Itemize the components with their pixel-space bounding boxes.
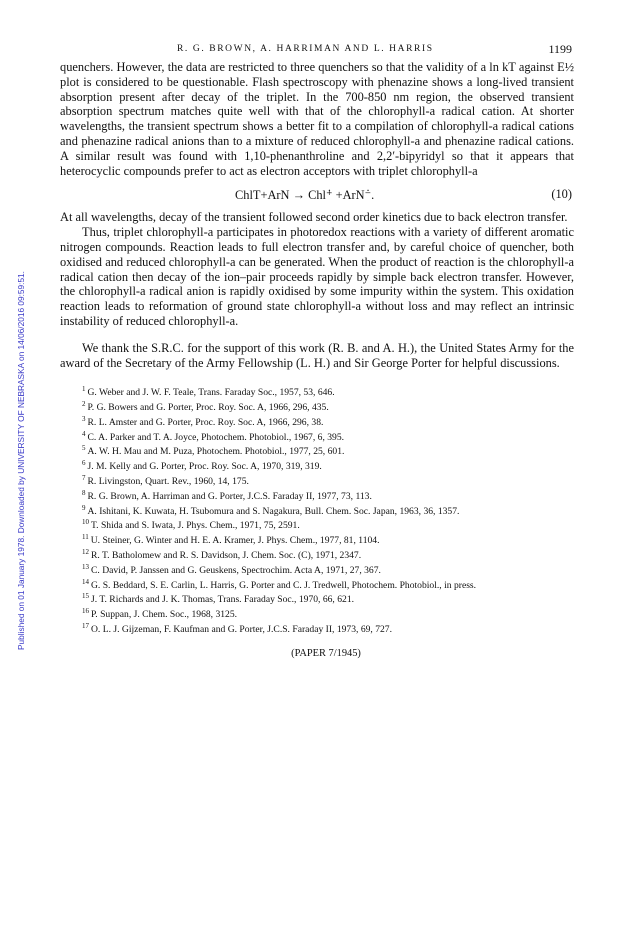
reference-number: 11	[82, 533, 89, 542]
reference-number: 12	[82, 547, 89, 556]
reference-text: P. G. Bowers and G. Porter, Proc. Roy. Soc. A, 1966, 296, 435.	[87, 402, 329, 414]
reference-text: G. Weber and J. W. F. Teale, Trans. Faraday Soc., 1957, 53, 646.	[87, 387, 335, 399]
reference-number: 13	[82, 562, 89, 571]
reference-number: 10	[82, 518, 89, 527]
reference-item	[82, 429, 574, 444]
reference-number: 5	[82, 444, 86, 453]
reference-item	[82, 577, 574, 592]
reference-item	[82, 458, 574, 473]
page-number: 1199	[548, 42, 572, 56]
reference-item	[82, 443, 574, 458]
equation-expression: ChlT+ArN → Chl⁺̇ +ArN⁻̇.	[235, 188, 375, 203]
equation-number: (10)	[551, 187, 572, 202]
running-head-authors: R. G. BROWN, A. HARRIMAN AND L. HARRIS	[177, 44, 434, 54]
download-watermark	[4, 130, 26, 650]
equation-10	[60, 183, 574, 207]
reference-item	[82, 473, 574, 488]
reference-number: 16	[82, 607, 89, 616]
reference-text: R. G. Brown, A. Harriman and G. Porter, J.C.S. Faraday II, 1977, 73, 113.	[87, 491, 372, 502]
reference-text: A. W. H. Mau and M. Puza, Photochem. Photobiol., 1977, 25, 601.	[87, 446, 345, 458]
reference-number: 17	[82, 621, 89, 630]
reference-number: 4	[82, 429, 86, 438]
paragraph-decay: At all wavelengths, decay of the transient followed second order kinetics due to back electron transfer.	[60, 210, 568, 225]
paper-number: (PAPER 7/1945)	[291, 647, 361, 659]
reference-item	[82, 621, 574, 636]
reference-text: C. David, P. Janssen and G. Geuskens, Spectrochim. Acta A, 1971, 27, 367.	[91, 564, 381, 576]
paragraph-conclusion: Thus, triplet chlorophyll-a participates in photoredox reactions with a variety of different aromatic nitrogen compounds. Reaction leads to full electron transfer and, by careful choice of quencher, both oxidised and reduced chlorophyll-a can be generated. When the product of reaction is the chlorophyll-a radical cation then decay of the ion–pair proceeds rapidly by simple back electron transfer. However, the chlorophyll-a radical anion is rapidly oxidised by some impurity within the system. This oxidation reaction leads to reformation of ground state chlorophyll-a without loss and may reflect an intrinsic instability of reduced chlorophyll-a.	[60, 225, 574, 328]
reference-item	[82, 399, 574, 414]
reference-text: J. T. Richards and J. K. Thomas, Trans. Faraday Soc., 1970, 66, 621.	[91, 594, 355, 606]
reference-item	[82, 384, 574, 399]
reference-number: 9	[82, 503, 86, 512]
reference-item	[82, 517, 574, 532]
reference-number: 3	[82, 414, 86, 423]
reference-text: C. A. Parker and T. A. Joyce, Photochem. Photobiol., 1967, 6, 395.	[87, 431, 345, 443]
reference-text: G. S. Beddard, S. E. Carlin, L. Harris, G. Porter and C. J. Tredwell, Photochem. Photobiol., in press.	[91, 579, 477, 591]
reference-text: P. Suppan, J. Chem. Soc., 1968, 3125.	[91, 609, 238, 621]
reference-text: R. L. Amster and G. Porter, Proc. Roy. Soc. A, 1966, 296, 38.	[87, 417, 324, 429]
reference-number: 15	[82, 592, 89, 601]
reference-text: J. M. Kelly and G. Porter, Proc. Roy. Soc. A, 1970, 319, 319.	[87, 461, 322, 473]
reference-item	[82, 503, 574, 518]
reference-item	[82, 532, 574, 547]
running-head	[60, 42, 574, 60]
reference-item	[82, 606, 574, 621]
paragraph-quenchers: quenchers. However, the data are restricted to three quenchers so that the validity of a ln kT against E½ plot is considered to be questionable. Flash spectroscopy with phenazine shows a long-lived transient absorption present after decay of the triplet. In the 700-850 nm region, the observed transient absorption spectrum matches quite well with that of the chlorophyll-a radical cation. At shorter wavelengths, the transient spectrum shows a better fit to a compilation of chlorophyll-a radical cations and phenazine radical anions than to a mixture of reduced chlorophyll-a and phenazine radical cations. A similar result was found with 1,10-phenanthroline and 2,2′-bipyridyl so that it appears that heterocyclic compounds prefer to act as electron acceptors with triplet chlorophyll-a	[60, 60, 574, 178]
acknowledgement: We thank the S.R.C. for the support of this work (R. B. and A. H.), the United States Army for the award of the Secretary of the Army Fellowship (L. H.) and Sir George Porter for helpful discussions.	[60, 340, 574, 370]
reference-text: U. Steiner, G. Winter and H. E. A. Kramer, J. Phys. Chem., 1977, 81, 1104.	[90, 535, 380, 547]
reference-number: 2	[82, 400, 86, 409]
reference-item	[82, 547, 574, 562]
download-watermark-text: Published on 01 January 1978. Downloaded by UNIVERSITY OF NEBRASKA on 14/06/2016 09:59:51.	[16, 271, 26, 650]
reference-text: R. T. Batholomew and R. S. Davidson, J. Chem. Soc. (C), 1971, 2347.	[91, 550, 362, 562]
reference-number: 6	[82, 459, 86, 468]
reference-item	[82, 488, 574, 503]
reference-number: 14	[82, 577, 89, 586]
reference-item	[82, 562, 574, 577]
reference-item	[82, 414, 574, 429]
reference-text: A. Ishitani, K. Kuwata, H. Tsubomura and S. Nagakura, Bull. Chem. Soc. Japan, 1963, 36, 1357.	[87, 505, 460, 517]
reference-text: O. L. J. Gijzeman, F. Kaufman and G. Porter, J.C.S. Faraday II, 1973, 69, 727.	[91, 624, 393, 636]
reference-list	[60, 384, 574, 635]
journal-page	[60, 42, 574, 659]
reference-text: T. Shida and S. Iwata, J. Phys. Chem., 1971, 75, 2591.	[91, 520, 300, 532]
reference-number: 7	[82, 474, 86, 483]
reference-text: R. Livingston, Quart. Rev., 1960, 14, 175.	[87, 476, 249, 488]
reference-number: 8	[82, 488, 86, 497]
reference-number: 1	[82, 385, 86, 394]
reference-item	[82, 591, 574, 606]
article-body	[60, 60, 574, 370]
